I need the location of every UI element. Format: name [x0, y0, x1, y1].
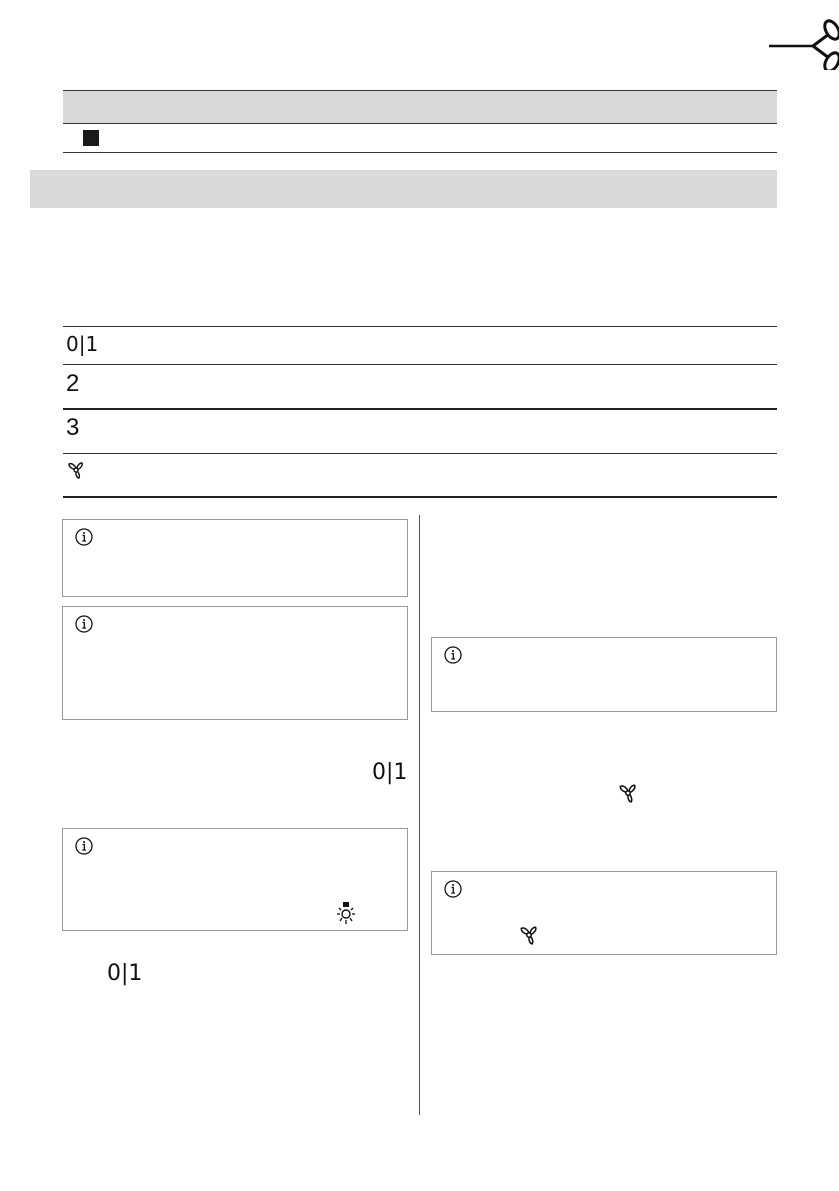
table-rule	[63, 496, 777, 498]
table-rule	[63, 364, 777, 365]
speed-3-symbol: 3	[66, 414, 80, 441]
info-icon	[444, 646, 462, 664]
table-rule	[63, 408, 777, 410]
info-icon	[75, 837, 93, 855]
info-icon	[75, 615, 93, 633]
scissors-icon	[769, 14, 839, 70]
table-row	[63, 122, 777, 153]
info-note-box	[431, 637, 777, 712]
on-off-symbol: 0|1	[66, 332, 99, 356]
info-note-box	[431, 871, 777, 955]
speed-2-symbol: 2	[66, 370, 80, 397]
table-rule	[63, 326, 777, 327]
black-square-icon	[83, 130, 99, 146]
on-off-symbol: 0|1	[372, 760, 408, 785]
table-rule	[63, 453, 777, 454]
fan-icon	[617, 782, 639, 804]
light-icon	[335, 901, 357, 925]
section-heading-bar	[30, 170, 777, 208]
info-note-box	[62, 606, 408, 720]
info-note-box	[62, 828, 408, 931]
table-header	[63, 90, 777, 124]
column-divider	[419, 515, 420, 1115]
info-icon	[444, 880, 462, 898]
info-note-box	[62, 519, 408, 597]
fan-icon	[518, 924, 540, 946]
info-icon	[75, 528, 93, 546]
fan-icon	[66, 460, 86, 480]
on-off-symbol: 0|1	[107, 961, 143, 986]
